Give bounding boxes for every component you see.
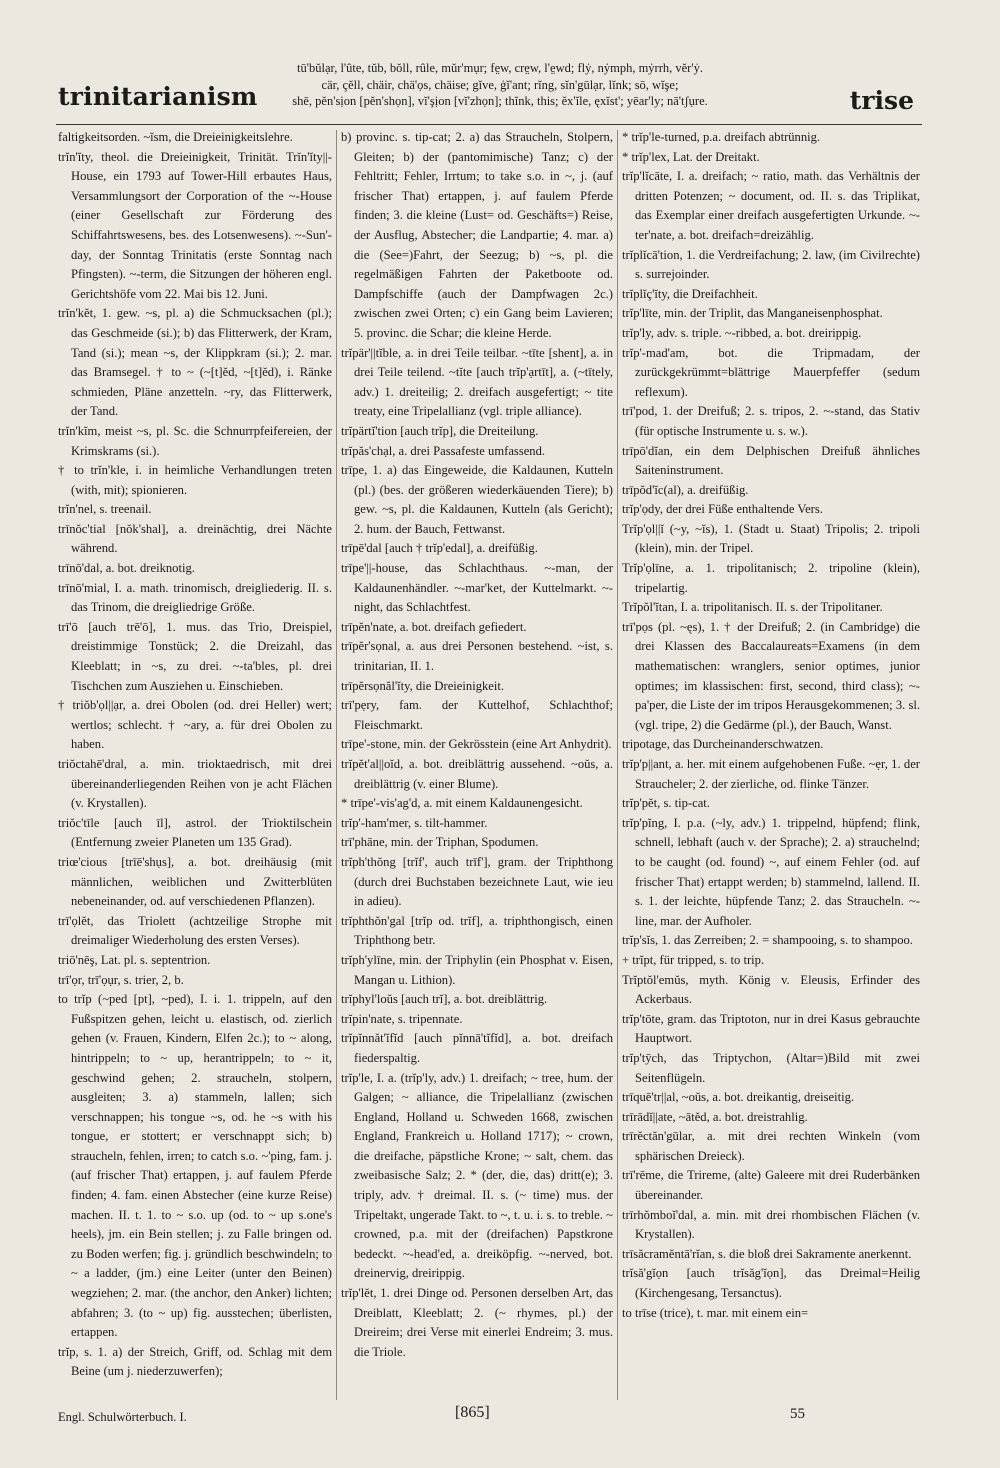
dictionary-entry: † triŏb'ọl||ạr, a. drei Obolen (od. drei Heller) wert; wertlos; schlecht. † ~ary, a. für drei Obolen zu haben. bbox=[58, 698, 332, 752]
dictionary-entry: trĭn'nel, s. treenail. bbox=[58, 502, 152, 517]
dictionary-entry: trīpĕr'sọnal, a. aus drei Personen bestehend. ~ist, s. trinitarian, II. 1. bbox=[341, 639, 613, 674]
dictionary-entry: † to trĭn'kle, i. in heimliche Verhandlungen treten (with, mit); spionieren. bbox=[58, 463, 332, 497]
dictionary-entry: trīpō'dĭan, ein dem Delphischen Dreifuß ähnliches Saiteninstrument. bbox=[622, 443, 920, 478]
dictionary-entry: triŏctahē'dral, a. min. trioktaedrisch, mit drei übereinanderliegenden Reihen von je acht Flächen (v. Krystallen). bbox=[58, 757, 332, 811]
dictionary-entry: trī'pod, 1. der Dreifuß; 2. s. tripos, 2. ~-stand, das Stativ (für optische Instrumente u. s. w.). bbox=[622, 404, 920, 438]
dictionary-entry: trĭp'pĕt, s. tip-cat. bbox=[622, 796, 710, 811]
dictionary-entry: trĭp'-ham'mer, s. tilt-hammer. bbox=[341, 815, 488, 830]
dictionary-entry: trĭp'-mad'am, bot. die Tripmadam, der zurückgekrümmt=blättrige Mauerpfeffer (sedum reflexum). bbox=[622, 345, 920, 399]
dictionary-entry: trī'ọlĕt, das Triolett (achtzeilige Strophe mit dreimaliger Wiederholung des ersten Verses). bbox=[58, 913, 332, 948]
dictionary-entry: trĭn'kĭm, meist ~s, pl. Sc. die Schnurrpfeifereien, der Krimskrams (si.). bbox=[58, 423, 332, 458]
dictionary-entry: trĭphyl'loŭs [auch trĭ], a. bot. dreiblättrig. bbox=[341, 992, 548, 1007]
dictionary-entry: Trĭpŏl'ĭtan, I. a. tripolitanisch. II. s. der Tripolitaner. bbox=[622, 600, 883, 615]
dictionary-entry: trĭp'tōte, gram. das Triptoton, nur in drei Kasus gebrauchte Hauptwort. bbox=[622, 1011, 920, 1046]
column-1 bbox=[58, 128, 332, 1398]
dictionary-entry: trĭpĭnnăt'ĭfĭd [auch pĭnnā'tĭfĭd], a. bot. dreifach fiederspaltig. bbox=[341, 1031, 613, 1065]
dictionary-entry: trĭp'sĭs, 1. das Zerreiben; 2. = shampooing, s. to shampoo. bbox=[622, 933, 913, 948]
dictionary-entry: trī'pẹry, fam. der Kuttelhof, Schlachthof; Fleischmarkt. bbox=[341, 698, 613, 732]
dictionary-entry: trīrhŏmboĭ'dal, a. min. mit drei rhombischen Flächen (v. Krystallen). bbox=[622, 1207, 920, 1242]
dictionary-entry: trĭph'ylīne, min. der Triphylin (ein Phosphat v. Eisen, Mangan u. Lithion). bbox=[341, 952, 613, 987]
dictionary-entry: trĭpärtĭ'tion [auch trĭp], die Dreiteilung. bbox=[341, 423, 539, 438]
dictionary-entry: Trĭp'ọlīne, a. 1. tripolitanisch; 2. tripoline (klein), tripelartig. bbox=[622, 561, 920, 595]
dictionary-entry: trĭpär'||tĭble, a. in drei Teile teilbar. ~tīte [shent], a. in drei Teile teilend. ~tĭte [auch trĭp'ạrtīt], a. (~tītely, adv.) 1. dreiteilig; 2. dreifach ausgefertigt; ~ tite treaty, eine Tripelallianz (vgl. triple alliance). bbox=[341, 345, 613, 419]
dictionary-entry: trĭp'tȳch, das Triptychon, (Altar=)Bild mit zwei Seitenflügeln. bbox=[622, 1050, 920, 1085]
dictionary-entry: trĭp'lĭcāte, I. a. dreifach; ~ ratio, math. das Verhältnis der dritten Potenzen; ~ document, od. II. s. das Triplikat, das Exemplar einer dreifach ausgefertigten Urkunde. ~-ter'nate, a. bot. dreifach=dreizählig. bbox=[622, 169, 920, 242]
dictionary-entry: trĭphthŏn'gal [trĭp od. trĭf], a. triphthongisch, einen Triphthong betr. bbox=[341, 913, 613, 948]
pron-key-line-2: cär, çĕll, chäir, chä'ọs, chäise; gĭve, ġĭ'ant; rĭng, sĭn'gūlạr, lĭnk; sō, wĭşe; bbox=[321, 77, 679, 92]
dictionary-entry: trĭn'ĭty, theol. die Dreieinigkeit, Trinität. Trĭn'ĭty||-House, ein 1793 auf Tower-Hill erbautes Haus, Versammlungsort der Corporation of the ~-House (einer Gesellschaft zur Förderung des Schiffahrtswesens, bes. des Lotsenwesens). ~-Sun'-day, der Sonntag Trinitatis (erste Sonntag nach Pfingsten). ~-term, die Sitzungen der höheren engl. Gerichtshöfe vom 22. Mai bis 12. Juni. bbox=[58, 149, 332, 301]
dictionary-entry: trīnō'dal, a. bot. dreiknotig. bbox=[58, 561, 195, 576]
header-rule bbox=[56, 124, 922, 125]
dictionary-entry: faltigkeitsorden. ~ĭsm, die Dreieinigkeitslehre. bbox=[58, 130, 293, 144]
dictionary-entry: * trĭp'lex, Lat. der Dreitakt. bbox=[622, 149, 760, 164]
dictionary-entry: Trĭp'ọl||ĭ (~y, ~ĭs), 1. (Stadt u. Staat) Tripolis; 2. tripoli (klein), min. der Tripel. bbox=[622, 521, 920, 556]
dictionary-entry: trīsăcramĕntā'rĭan, s. die bloß drei Sakramente anerkennt. bbox=[622, 1246, 912, 1261]
dictionary-entry: trĭpăs'chạl, a. drei Passafeste umfassend. bbox=[341, 443, 546, 458]
dictionary-entry: trĭsă'gĭọn [auch trĭsăg'ĭọn], das Dreimal=Heilig (Kirchengesang, Tersanctus). bbox=[622, 1266, 920, 1301]
dictionary-entry: * trĭp'le-turned, p.a. dreifach abtrünnig. bbox=[622, 130, 821, 144]
footer-signature-number: 55 bbox=[790, 1406, 805, 1422]
column-divider bbox=[617, 130, 618, 1400]
dictionary-entry: trĭn'kĕt, 1. gew. ~s, pl. a) die Schmucksachen (pl.); das Geschmeide (si.); b) das Flitterwerk, der Kram, Tand (si.); mean ~s, der Klippkram (si.); 2. mar. das Bramsegel. † to ~ (~[t]ĕd, ~[t]ĕd), i. Ränke schmieden, Pläne anzetteln. ~ry, das Flitterwerk, der Tand. bbox=[58, 306, 332, 419]
dictionary-entry: trĭpin'nate, s. tripennate. bbox=[341, 1011, 463, 1026]
pron-key-line-3: shē, pĕn'sịon [pĕn'shọn], vĭ'şịon [vĭ'zhọn]; thĭnk, this; ĕx'ĭle, ęxĭst'; yēar'ly; nā'tʃụre. bbox=[292, 94, 708, 108]
dictionary-entry: trīpe'||-house, das Schlachthaus. ~-man, der Kaldaunenhändler. ~-mar'ket, der Kuttelmarkt. ~-night, das Schlachtfest. bbox=[341, 561, 613, 615]
dictionary-entry: trīquē'tr||al, ~oŭs, a. bot. dreikantig, dreiseitig. bbox=[622, 1090, 855, 1105]
dictionary-entry: trīpe, 1. a) das Eingeweide, die Kaldaunen, Kutteln (pl.) (bes. der größeren wiederkäuenden Tiere); b) gew. ~s, pl. die Kaldaunen, Kutteln (als Gericht); 2. hum. der Bauch, Fettwanst. bbox=[341, 463, 613, 536]
dictionary-entry: trĭp'lĕt, 1. drei Dinge od. Personen derselben Art, das Dreiblatt, Kleeblatt; 2. (~ rhymes, pl.) der Dreireim; drei Verse mit einerlei Endreim; 3. mus. die Triole. bbox=[341, 1286, 613, 1359]
dictionary-entry: trīpŏd'ĭc(al), a. dreifüßig. bbox=[622, 482, 749, 497]
footer-book-title: Engl. Schulwörterbuch. I. bbox=[58, 1410, 187, 1424]
header-left-guide-word: trinitarianism bbox=[58, 82, 258, 111]
dictionary-entry: trĭp'līte, min. der Triplit, das Manganeisenphosphat. bbox=[622, 306, 883, 321]
dictionary-entry: to trīse (trice), t. mar. mit einem ein= bbox=[622, 1305, 809, 1320]
footer-page-number: [865] bbox=[455, 1404, 490, 1421]
header-right-guide-word: trise bbox=[849, 86, 914, 115]
dictionary-entry: trīrādĭ||ate, ~ātĕd, a. bot. dreistrahlig. bbox=[622, 1109, 808, 1124]
dictionary-entry: trĭpĕt'al||oĭd, a. bot. dreiblättrig aussehend. ~oŭs, a. dreiblättrig (v. einer Blume). bbox=[341, 757, 613, 791]
dictionary-entry: trī'pọs (pl. ~ęs), 1. † der Dreifuß; 2. (in Cambridge) die drei Klassen des Baccalaureats=Examens (in dem mathematischen: wranglers, senior optimes, junior optimes; im klassischen: first, second, third class); ~-pa'per, die Liste der im tripos Herausgekommenen; 3. sl. (vgl. tripe, 2) die Gedärme (pl.), der Bauch, Wanst. bbox=[622, 619, 920, 732]
dictionary-entry: triō'nēş, Lat. pl. s. septentrion. bbox=[58, 952, 211, 967]
dictionary-entry: Trĭptŏl'emŭs, myth. König v. Eleusis, Erfinder des Ackerbaus. bbox=[622, 972, 920, 1007]
pron-key-line-1: tū'bŭlạr, l'ûte, tŭb, bŏll, rûle, mŭr'mụr; fe̤w, cre̤w, l'e̤wd; flẏ, nẏmph, mẏrrh, vĕr'ẏ. bbox=[297, 61, 703, 75]
dictionary-entry: trĭplĭç'ĭty, die Dreifachheit. bbox=[622, 286, 758, 301]
dictionary-entry: trĭp'le, I. a. (trĭp'ly, adv.) 1. dreifach; ~ tree, hum. der Galgen; ~ alliance, die Tripelallianz (zwischen England, Holland u. Schweden 1668, zwischen England, Frankreich u. Holland 1717); ~ crown, die dreifache, päpstliche Krone; ~ salt, chem. das zweibasische Salz; 2. * (der, die, das) dritt(e); 3. triply, adv. † dreimal. II. s. (~ time) mus. der Tripeltakt, ungerade Takt. to ~, t. u. i. s. to treble. ~ crowned, p.a. mit der (dreifachen) Papstkrone bedeckt. ~-head'ed, a. dreiköpfig. ~-nerved, bot. dreinervig, dreirippig. bbox=[341, 1070, 613, 1281]
column-2 bbox=[341, 128, 613, 1398]
dictionary-entry: * trīpe'-vis'ag'd, a. mit einem Kaldaunengesicht. bbox=[341, 796, 583, 811]
dictionary-entry: triŏc'tīle [auch īl], astrol. der Trioktilschein (Entfernung zweier Planeten um 135 Grad). bbox=[58, 815, 332, 850]
dictionary-entry: trīpē'dal [auch † trĭp'edal], a. dreifüßig. bbox=[341, 541, 538, 556]
dictionary-entry: trĭp'pĭng, I. p.a. (~ly, adv.) 1. trippelnd, hüpfend; flink, schnell, lebhaft (auch v. der Sprache); 2. a) strauchelnd; to be caught (od. found) ~, auf einem Fehler (od. auf frischer That) ertappt werden; b) stammelnd, lallend. II. s. 1. der leichte, hüpfende Tanz; 2. das Straucheln. ~-line, mar. der Aufholer. bbox=[622, 815, 920, 928]
column-divider bbox=[336, 130, 337, 1400]
dictionary-entry: trīnŏc'tial [nŏk'shal], a. dreinächtig, drei Nächte während. bbox=[58, 521, 332, 556]
dictionary-entry: triœ'cious [trīē'shụs], a. bot. dreihäusig (mit männlichen, weiblichen und Zwitterblüten nebeneinander, od. auf verschiedenen Pflanzen). bbox=[58, 854, 332, 909]
dictionary-entry: trĭplĭcā'tion, 1. die Verdreifachung; 2. law, (im Civilrechte) s. surrejoinder. bbox=[622, 247, 920, 282]
dictionary-entry: trīnō'mial, I. a. math. trinomisch, dreigliederig. II. s. das Trinom, die dreigliedrige Größe. bbox=[58, 580, 332, 615]
dictionary-entry: trīpĕn'nate, a. bot. dreifach gefiedert. bbox=[341, 619, 527, 634]
dictionary-entry: trīrĕctăn'gūlar, a. mit drei rechten Winkeln (vom sphärischen Dreieck). bbox=[622, 1129, 920, 1163]
dictionary-entry: trĭp'ọdy, der drei Füße enthaltende Vers. bbox=[622, 502, 823, 517]
dictionary-entry: b) provinc. s. tip-cat; 2. a) das Straucheln, Stolpern, Gleiten; b) der (pantomimische) Tanz; c) der Fehltritt; Fehler, Irrtum; to take s.o. in ~, j. (auf frischer That) ertappen, j. auf faulem Pferde finden; 3. die kleine (Lust= od. Geschäfts=) Reise, der Ausflug, Abstecher; die Landpartie; 4. mar. a) die (See=)Fahrt, der Seezug; b) ~s, pl. die regelmäßigen Fahrten der Paketboote od. Dampfschiffe (auch der Dampfwagen 2c.) zwischen zwei Orten; c) ein Gang beim Lavieren; 5. provinc. die Schar; die kleine Herde. bbox=[341, 130, 613, 340]
dictionary-entry: trĭp'ly, adv. s. triple. ~-ribbed, a. bot. dreirippig. bbox=[622, 325, 862, 340]
dictionary-entry: trī'rēme, die Trireme, (alte) Galeere mit drei Ruderbänken übereinander. bbox=[622, 1168, 920, 1203]
dictionary-entry: trīpĕrsọnăl'ĭty, die Dreieinigkeit. bbox=[341, 678, 505, 693]
dictionary-entry: tripotage, das Durcheinanderschwatzen. bbox=[622, 737, 824, 752]
column-3 bbox=[622, 128, 920, 1398]
dictionary-entry: trī'ọr, trī'ọụr, s. trier, 2, b. bbox=[58, 972, 184, 987]
dictionary-entry: trī'phāne, min. der Triphan, Spodumen. bbox=[341, 835, 539, 850]
dictionary-entry: + trĭpt, für tripped, s. to trip. bbox=[622, 952, 765, 967]
dictionary-entry: trĭp, s. 1. a) der Streich, Griff, od. Schlag mit dem Beine (um j. niederzuwerfen); bbox=[58, 1344, 332, 1379]
dictionary-entry: trĭp'p||ant, a. her. mit einem aufgehobenen Fuße. ~ẹr, 1. der Straucheler; 2. der zierliche, od. flinke Tänzer. bbox=[622, 757, 920, 791]
dictionary-entry: trĭph'thŏng [trĭf', auch trīf'], gram. der Triphthong (durch drei Buchstaben bezeichnete Laut, wie ieu in adieu). bbox=[341, 854, 613, 909]
dictionary-entry: trī'ō [auch trē'ō], 1. mus. das Trio, Dreispiel, dreistimmige Tonstück; 2. die Dreizahl, das Kleeblatt; in ~s, zu drei. ~-ta'bles, pl. drei Tischchen zum Ausziehen u. Einschieben. bbox=[58, 619, 332, 693]
dictionary-entry: to trĭp (~ped [pt], ~ped), I. i. 1. trippeln, auf den Fußspitzen gehen, leicht u. elastisch, od. zierlich gehen (v. Frauen, Kindern, Elfen 2c.); to ~ along, hintrippeln; to ~ up, herantrippeln; to ~ it, geschwind gehen; 2. straucheln, stolpern, ausgleiten; 3. a) stammeln, lallen; sich verschnappen; his tongue ~s, od. he ~s with his tongue, er stottert; er verschnappt sich; b) straucheln, fehlen, irren; to catch s.o. ~'ping, fam. j. (auf frischer That) ertappen, j. auf faulem Pferde finden; 4. fam. einen Abstecher (eine kurze Reise) machen. II. t. 1. to ~ s.o. up (od. to ~ up s.one's heels), jm. ein Bein stellen; j. zu Falle bringen od. zu Boden werfen; fig. j. gründlich beschwindeln; to ~ a ladder, (jm.) eine Leiter (unter den Beinen) wegziehen; 2. mar. (the anchor, den Anker) lichten; abfahren; 3. (to ~ up) fig. ausstechen; überlisten, ertappen. bbox=[58, 992, 332, 1340]
dictionary-entry: trīpe'-stone, min. der Gekrösstein (eine Art Anhydrit). bbox=[341, 737, 612, 752]
pronunciation-key bbox=[200, 60, 800, 110]
